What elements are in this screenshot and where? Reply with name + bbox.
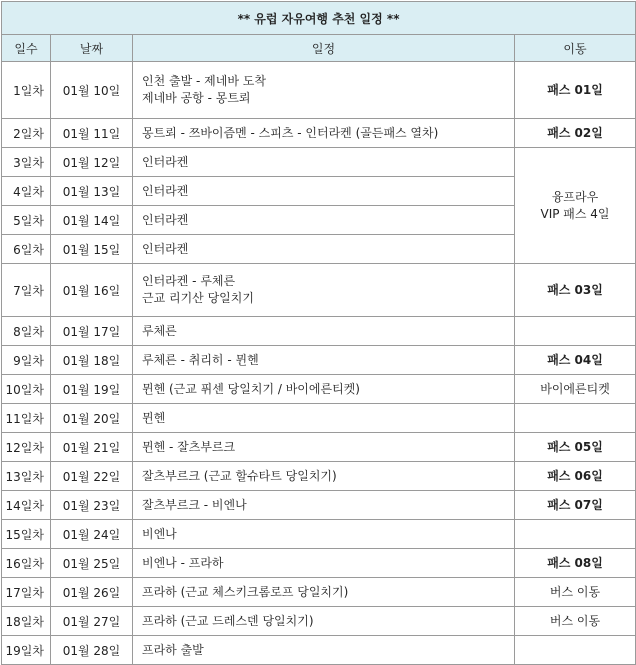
cell-move: 패스 02일 — [515, 119, 636, 148]
cell-day: 19일차 — [2, 636, 51, 665]
cell-schedule — [133, 206, 515, 235]
schedule-line: 뮌헨 (근교 퓌센 당일치기 / 바이에른티켓) — [142, 381, 360, 396]
schedule-line: 비엔나 - 프라하 — [142, 555, 224, 570]
cell-move: 패스 04일 — [515, 346, 636, 375]
cell-day: 1일차 — [2, 62, 51, 119]
cell-move: 바이에른티켓 — [515, 375, 636, 404]
schedule-line: 프라하 (근교 드레스덴 당일치기) — [142, 613, 314, 628]
table-row — [2, 317, 636, 346]
cell-date: 01월 23일 — [51, 491, 133, 520]
cell-schedule — [133, 235, 515, 264]
cell-move: 패스 05일 — [515, 433, 636, 462]
cell-schedule — [133, 578, 515, 607]
cell-day: 2일차 — [2, 119, 51, 148]
cell-day: 14일차 — [2, 491, 51, 520]
table-row — [2, 404, 636, 433]
cell-day: 17일차 — [2, 578, 51, 607]
cell-date: 01월 11일 — [51, 119, 133, 148]
schedule-line: 프라하 (근교 체스키크롬로프 당일치기) — [142, 584, 349, 599]
cell-date: 01월 18일 — [51, 346, 133, 375]
cell-day: 6일차 — [2, 235, 51, 264]
table-row — [2, 148, 636, 177]
cell-move: 버스 이동 — [515, 607, 636, 636]
schedule-line: 제네바 공항 - 몽트뢰 — [142, 91, 251, 105]
cell-date: 01월 22일 — [51, 462, 133, 491]
cell-schedule — [133, 375, 515, 404]
cell-day: 12일차 — [2, 433, 51, 462]
cell-day: 9일차 — [2, 346, 51, 375]
schedule-line: 인터라켄 - 루체른 — [142, 274, 236, 288]
table-row — [2, 346, 636, 375]
cell-day: 4일차 — [2, 177, 51, 206]
cell-schedule — [133, 148, 515, 177]
cell-day: 13일차 — [2, 462, 51, 491]
cell-date: 01월 15일 — [51, 235, 133, 264]
cell-move: 융프라우 VIP 패스 4일 — [515, 148, 636, 264]
schedule-line: 루체른 — [142, 323, 177, 338]
cell-day: 10일차 — [2, 375, 51, 404]
cell-schedule — [133, 520, 515, 549]
table-row — [2, 491, 636, 520]
schedule-line: 인터라켄 — [142, 241, 189, 256]
cell-date: 01월 24일 — [51, 520, 133, 549]
cell-date: 01월 17일 — [51, 317, 133, 346]
cell-date: 01월 10일 — [51, 62, 133, 119]
cell-date: 01월 13일 — [51, 177, 133, 206]
cell-schedule — [133, 636, 515, 665]
cell-day: 3일차 — [2, 148, 51, 177]
schedule-line: 몽트뢰 - 쯔바이즘멘 - 스피츠 - 인터라켄 (골든패스 열차) — [142, 125, 439, 140]
cell-move — [515, 520, 636, 549]
cell-date: 01월 12일 — [51, 148, 133, 177]
table-title: ** 유럽 자유여행 추천 일정 ** — [2, 2, 636, 35]
schedule-line: 비엔나 — [142, 526, 177, 541]
cell-day: 8일차 — [2, 317, 51, 346]
table-row — [2, 636, 636, 665]
cell-schedule — [133, 462, 515, 491]
cell-move — [515, 636, 636, 665]
cell-schedule — [133, 607, 515, 636]
table-row — [2, 549, 636, 578]
cell-day: 15일차 — [2, 520, 51, 549]
cell-move — [515, 404, 636, 433]
cell-day: 5일차 — [2, 206, 51, 235]
table-row — [2, 462, 636, 491]
cell-move: 패스 01일 — [515, 62, 636, 119]
schedule-line: 프라하 출발 — [142, 642, 204, 657]
cell-move: 버스 이동 — [515, 578, 636, 607]
cell-date: 01월 21일 — [51, 433, 133, 462]
schedule-line: 인터라켄 — [142, 183, 189, 198]
cell-schedule — [133, 433, 515, 462]
cell-day: 16일차 — [2, 549, 51, 578]
cell-date: 01월 25일 — [51, 549, 133, 578]
itinerary-table — [1, 1, 636, 665]
cell-day: 18일차 — [2, 607, 51, 636]
header-row — [2, 35, 636, 62]
cell-day: 11일차 — [2, 404, 51, 433]
cell-schedule — [133, 404, 515, 433]
cell-move: 패스 08일 — [515, 549, 636, 578]
title-row — [2, 2, 636, 35]
cell-day: 7일차 — [2, 264, 51, 317]
header-schedule: 일정 — [133, 35, 515, 62]
schedule-line: 뮌헨 - 잘츠부르크 — [142, 439, 236, 454]
header-day: 일수 — [2, 35, 51, 62]
schedule-line: 루체른 - 취리히 - 뮌헨 — [142, 352, 259, 367]
cell-schedule — [133, 346, 515, 375]
cell-date: 01월 14일 — [51, 206, 133, 235]
table-row — [2, 520, 636, 549]
itinerary-rows — [2, 62, 636, 665]
table-row — [2, 264, 636, 317]
table-row — [2, 119, 636, 148]
cell-date: 01월 16일 — [51, 264, 133, 317]
cell-schedule — [133, 264, 515, 317]
table-row — [2, 433, 636, 462]
cell-date: 01월 27일 — [51, 607, 133, 636]
cell-schedule — [133, 62, 515, 119]
cell-move — [515, 317, 636, 346]
cell-date: 01월 28일 — [51, 636, 133, 665]
table-row — [2, 607, 636, 636]
schedule-line: 근교 리기산 당일치기 — [142, 291, 254, 305]
cell-schedule — [133, 317, 515, 346]
schedule-line: 뮌헨 — [142, 410, 166, 425]
header-date: 날짜 — [51, 35, 133, 62]
table-row — [2, 62, 636, 119]
cell-date: 01월 26일 — [51, 578, 133, 607]
schedule-line: 잘츠부르크 (근교 할슈타트 당일치기) — [142, 468, 337, 483]
cell-move: 패스 03일 — [515, 264, 636, 317]
cell-schedule — [133, 177, 515, 206]
table-row — [2, 578, 636, 607]
cell-move: 패스 07일 — [515, 491, 636, 520]
cell-move: 패스 06일 — [515, 462, 636, 491]
cell-date: 01월 20일 — [51, 404, 133, 433]
cell-date: 01월 19일 — [51, 375, 133, 404]
cell-schedule — [133, 119, 515, 148]
schedule-line: 인천 출발 - 제네바 도착 — [142, 74, 266, 88]
schedule-line: 인터라켄 — [142, 154, 189, 169]
header-move: 이동 — [515, 35, 636, 62]
schedule-line: 인터라켄 — [142, 212, 189, 227]
itinerary-table-wrapper — [1, 1, 635, 665]
cell-schedule — [133, 491, 515, 520]
table-row — [2, 375, 636, 404]
schedule-line: 잘츠부르크 - 비엔나 — [142, 497, 247, 512]
cell-schedule — [133, 549, 515, 578]
